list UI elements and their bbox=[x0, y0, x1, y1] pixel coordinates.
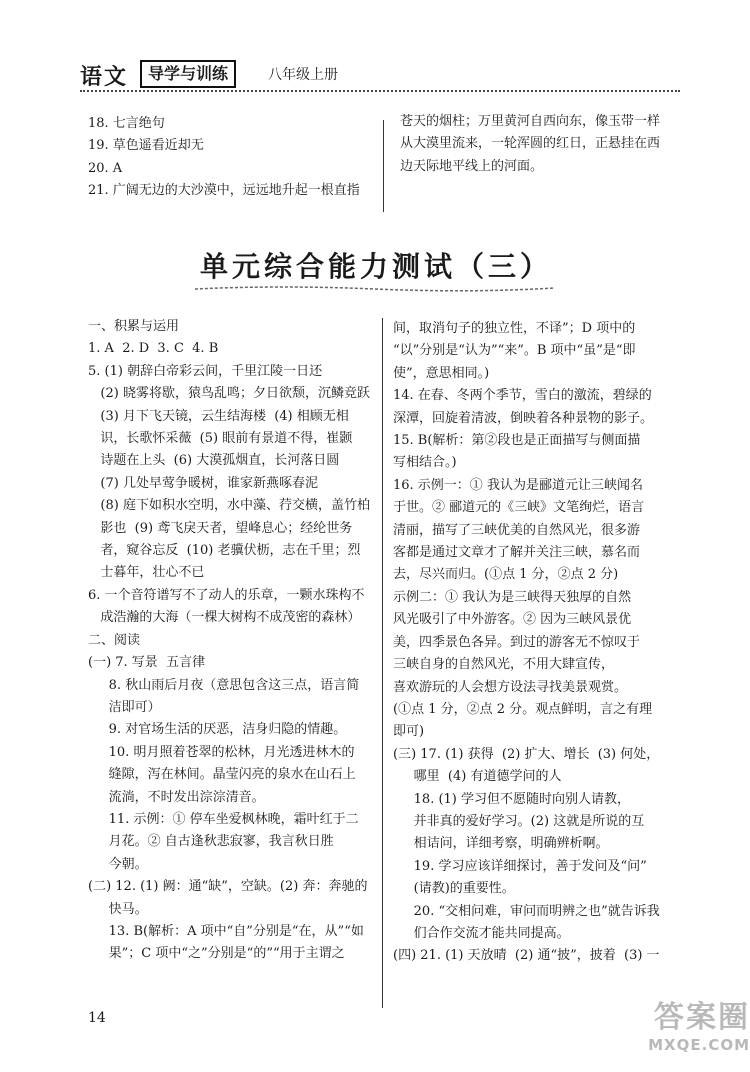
subject-label: 语文 bbox=[80, 64, 129, 90]
column-divider-main bbox=[382, 318, 383, 1008]
prev-answers-right: 苍天的烟柱；万里黄河自西向东，像玉带一样 从大漠里流来，一轮浑圆的红日，正悬挂在西 边天际地平线上的河面。 bbox=[400, 114, 661, 174]
answers-left-column: 一、积累与运用 1. A 2. D 3. C 4. B 5. (1) 朝辞白帝彩云间，千里江陵一日还 (2) 晓雾将歇，猿鸟乱鸣；夕日欲颓，沉鳞竞跃 (3) 月下飞天镜，云生结海楼 (4) 相顾无相 识，长歌怀采薇 (5) 眼前有景道不得，崔颢 诗题在上头 (6) 大漠孤烟直，长河落日圆 (7) 几处早莺争暖树，谁家新燕啄春泥 (8) 庭下如积水空明，水中藻、荇交横，盖竹柏 影也 (9) 鸢飞戾天者，望峰息心；经纶世务 者，窥谷忘反 (10) 老骥伏枥，志在千里；烈 士暮年，壮心不已 6. 一个音符谱写不了动人的乐章，一颗水珠构不 成浩瀚的大海（一棵大树构不成茂密的森林） 二、阅读 (一) 7. 写景 五言律 8. 秋山雨后月夜（意思包含这三点，语言简 洁即可） 9. 对官场生活的厌恶，洁身归隐的情趣。 10. 明月照着苍翠的松林，月光透进林木的 缝隙，泻在林间。晶莹闪亮的泉水在山石上 流淌，不时发出淙淙清音。 11. 示例：① 停车坐爱枫林晚，霜叶红于二 月花。② 自古逢秋悲寂寥，我言秋日胜 今朝。 (二) 12. (1) 阙：通“缺”，空缺。(2) 奔：奔驰的 快马。 13. B(解析：A 项中“自”分别是“在，从”“如 果”；C 项中“之”分别是“的”“用于主谓之 bbox=[88, 319, 370, 962]
unit-title: 单元综合能力测试（三） bbox=[200, 250, 553, 283]
title-brush-underline bbox=[190, 284, 560, 294]
grade-label: 八年级上册 bbox=[268, 67, 338, 83]
page-number: 14 bbox=[88, 1010, 106, 1026]
header-rule bbox=[80, 90, 680, 92]
series-title: 导学与训练 bbox=[140, 60, 236, 88]
watermark bbox=[620, 1000, 750, 1072]
page-header bbox=[80, 56, 680, 90]
prev-answers-left: 18. 七言绝句 19. 草色遥看近却无 20. A 21. 广阔无边的大沙漠中，远远地升起一根直指 bbox=[88, 116, 360, 199]
answers-right-column: 间，取消句子的独立性，不译”；D 项中的 “以”分别是“认为”“来”。B 项中“虽”是“即 使”，意思相同。) 14. 在春、冬两个季节，雪白的激流，碧绿的 深潭，回旋着清波，倒映着各种景物的影子。 15. B(解析：第②段也是正面描写与侧面描 写相结合。) 16. 示例一：① 我认为是郦道元让三峡闻名 于世。② 郦道元的《三峡》文笔绚烂，语言 清丽，描写了三峡优美的自然风光，很多游 客都是通过文章才了解并关注三峡，慕名而 去，尽兴而归。(①点 1 分，②点 2 分) 示例二：① 我认为是三峡得天独厚的自然 风光吸引了中外游客。② 因为三峡风景优 美，四季景色各异。到过的游客无不惊叹于 三峡自身的自然风光，不用大肆宣传， 喜欢游玩的人会想方设法寻找美景观赏。 (①点 1 分，②点 2 分。观点鲜明，言之有理 即可) (三) 17. (1) 获得 (2) 扩大、增长 (3) 何处， 哪里 (4) 有道德学问的人 18. (1) 学习但不愿随时向别人请教， 并非真的爱好学习。(2) 这就是所说的互 相诘问，详细考察，明确辨析啊。 19. 学习应该详细探讨，善于发问及“问” (请教)的重要性。 20. “交相问难，审问而明辨之也”就告诉我 们合作交流才能共同提高。 (四) 21. (1) 天放晴 (2) 通“披”，披着 (3) 一 bbox=[393, 321, 660, 964]
watermark-url: MXQE.COM bbox=[648, 1036, 750, 1054]
column-divider-top bbox=[383, 120, 384, 212]
watermark-logo: 答案圈 bbox=[654, 1000, 750, 1035]
